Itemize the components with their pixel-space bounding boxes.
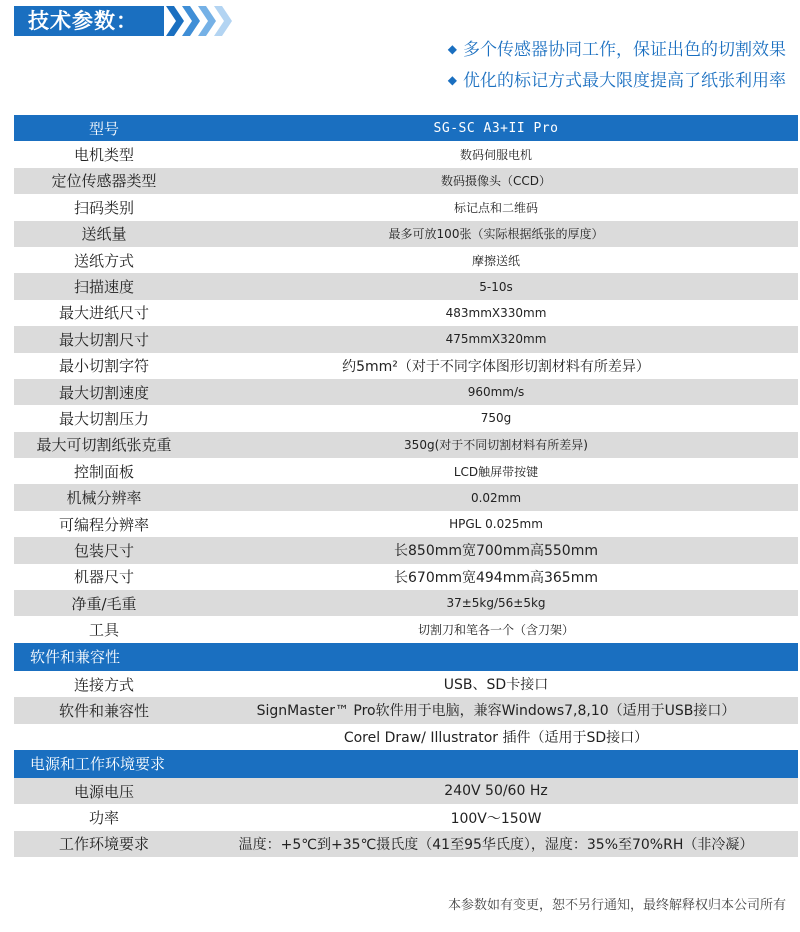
feature-bullet-2: ◆ 优化的标记方式最大限度提高了纸张利用率 xyxy=(448,65,786,96)
spec-label xyxy=(14,724,194,750)
spec-value: 750g xyxy=(194,405,798,431)
spec-value: SG-SC A3+II Pro xyxy=(194,115,798,141)
chevron-decoration-icon xyxy=(164,6,234,36)
spec-value: USB、SD卡接口 xyxy=(194,671,798,697)
table-row xyxy=(14,141,798,167)
spec-label: 包装尺寸 xyxy=(14,537,194,563)
table-row xyxy=(14,511,798,537)
spec-label: 最大可切割纸张克重 xyxy=(14,432,194,458)
spec-label: 送纸方式 xyxy=(14,247,194,273)
table-row xyxy=(14,616,798,642)
table-row xyxy=(14,300,798,326)
table-row xyxy=(14,458,798,484)
spec-value: 37±5kg/56±5kg xyxy=(194,590,798,616)
spec-label: 功率 xyxy=(14,804,194,830)
table-row xyxy=(14,671,798,697)
spec-value: 温度：+5℃到+35℃摄氏度（41至95华氏度），湿度：35%至70%RH（非冷凝） xyxy=(194,831,798,857)
table-row xyxy=(14,804,798,830)
spec-label: 电机类型 xyxy=(14,141,194,167)
spec-label: 最大切割速度 xyxy=(14,379,194,405)
spec-label: 扫码类别 xyxy=(14,194,194,220)
table-row xyxy=(14,247,798,273)
spec-value: 切割刀和笔各一个（含刀架） xyxy=(194,616,798,642)
spec-value: 数码摄像头（CCD） xyxy=(194,168,798,194)
spec-value: 长850mm宽700mm高550mm xyxy=(194,537,798,563)
spec-value: 960mm/s xyxy=(194,379,798,405)
table-row xyxy=(14,590,798,616)
spec-label: 机械分辨率 xyxy=(14,484,194,510)
spec-value: 100V～150W xyxy=(194,804,798,830)
spec-value: 约5mm²（对于不同字体图形切割材料有所差异） xyxy=(194,353,798,379)
diamond-bullet-icon: ◆ xyxy=(447,73,457,87)
table-row xyxy=(14,724,798,750)
section-header: 电源和工作环境要求 xyxy=(14,750,798,778)
spec-label: 扫描速度 xyxy=(14,273,194,299)
table-row xyxy=(14,831,798,857)
table-row xyxy=(14,194,798,220)
spec-value: SignMaster™ Pro软件用于电脑，兼容Windows7,8,10（适用于USB接口） xyxy=(194,697,798,723)
spec-value: 350g(对于不同切割材料有所差异) xyxy=(194,432,798,458)
spec-label: 净重/毛重 xyxy=(14,590,194,616)
table-row xyxy=(14,484,798,510)
spec-label: 最小切割字符 xyxy=(14,353,194,379)
spec-label: 软件和兼容性 xyxy=(14,697,194,723)
spec-label: 工具 xyxy=(14,616,194,642)
feature-bullet-1: ◆ 多个传感器协同工作，保证出色的切割效果 xyxy=(448,34,786,65)
spec-label: 可编程分辨率 xyxy=(14,511,194,537)
spec-value: 483mmX330mm xyxy=(194,300,798,326)
table-row xyxy=(14,221,798,247)
section-header: 软件和兼容性 xyxy=(14,643,798,671)
table-row xyxy=(14,168,798,194)
table-row xyxy=(14,115,798,141)
table-row xyxy=(14,405,798,431)
spec-label: 型号 xyxy=(14,115,194,141)
spec-label: 最大切割尺寸 xyxy=(14,326,194,352)
spec-table xyxy=(14,115,798,857)
table-row xyxy=(14,697,798,723)
spec-label: 控制面板 xyxy=(14,458,194,484)
table-row xyxy=(14,564,798,590)
spec-label: 机器尺寸 xyxy=(14,564,194,590)
table-row xyxy=(14,353,798,379)
table-row xyxy=(14,379,798,405)
spec-label: 电源电压 xyxy=(14,778,194,804)
table-row xyxy=(14,537,798,563)
section-title: 技术参数： xyxy=(14,6,164,36)
section-header-row xyxy=(14,643,798,671)
spec-value: LCD触屏带按键 xyxy=(194,458,798,484)
spec-value: Corel Draw/ Illustrator 插件（适用于SD接口） xyxy=(194,724,798,750)
disclaimer-footer: 本参数如有变更，恕不另行通知，最终解释权归本公司所有 xyxy=(447,898,786,913)
spec-label: 连接方式 xyxy=(14,671,194,697)
spec-value: 数码伺服电机 xyxy=(194,141,798,167)
spec-value: HPGL 0.025mm xyxy=(194,511,798,537)
spec-label: 送纸量 xyxy=(14,221,194,247)
table-row xyxy=(14,432,798,458)
section-header-row xyxy=(14,750,798,778)
feature-bullets xyxy=(448,34,786,96)
spec-value: 5-10s xyxy=(194,273,798,299)
spec-value: 摩擦送纸 xyxy=(194,247,798,273)
spec-value: 最多可放100张（实际根据纸张的厚度） xyxy=(194,221,798,247)
spec-value: 标记点和二维码 xyxy=(194,194,798,220)
spec-value: 长670mm宽494mm高365mm xyxy=(194,564,798,590)
spec-label: 最大切割压力 xyxy=(14,405,194,431)
spec-label: 最大进纸尺寸 xyxy=(14,300,194,326)
table-row xyxy=(14,778,798,804)
diamond-bullet-icon: ◆ xyxy=(447,42,457,56)
spec-value: 475mmX320mm xyxy=(194,326,798,352)
spec-value: 240V 50/60 Hz xyxy=(194,778,798,804)
table-row xyxy=(14,326,798,352)
table-row xyxy=(14,273,798,299)
spec-label: 工作环境要求 xyxy=(14,831,194,857)
spec-label: 定位传感器类型 xyxy=(14,168,194,194)
spec-value: 0.02mm xyxy=(194,484,798,510)
